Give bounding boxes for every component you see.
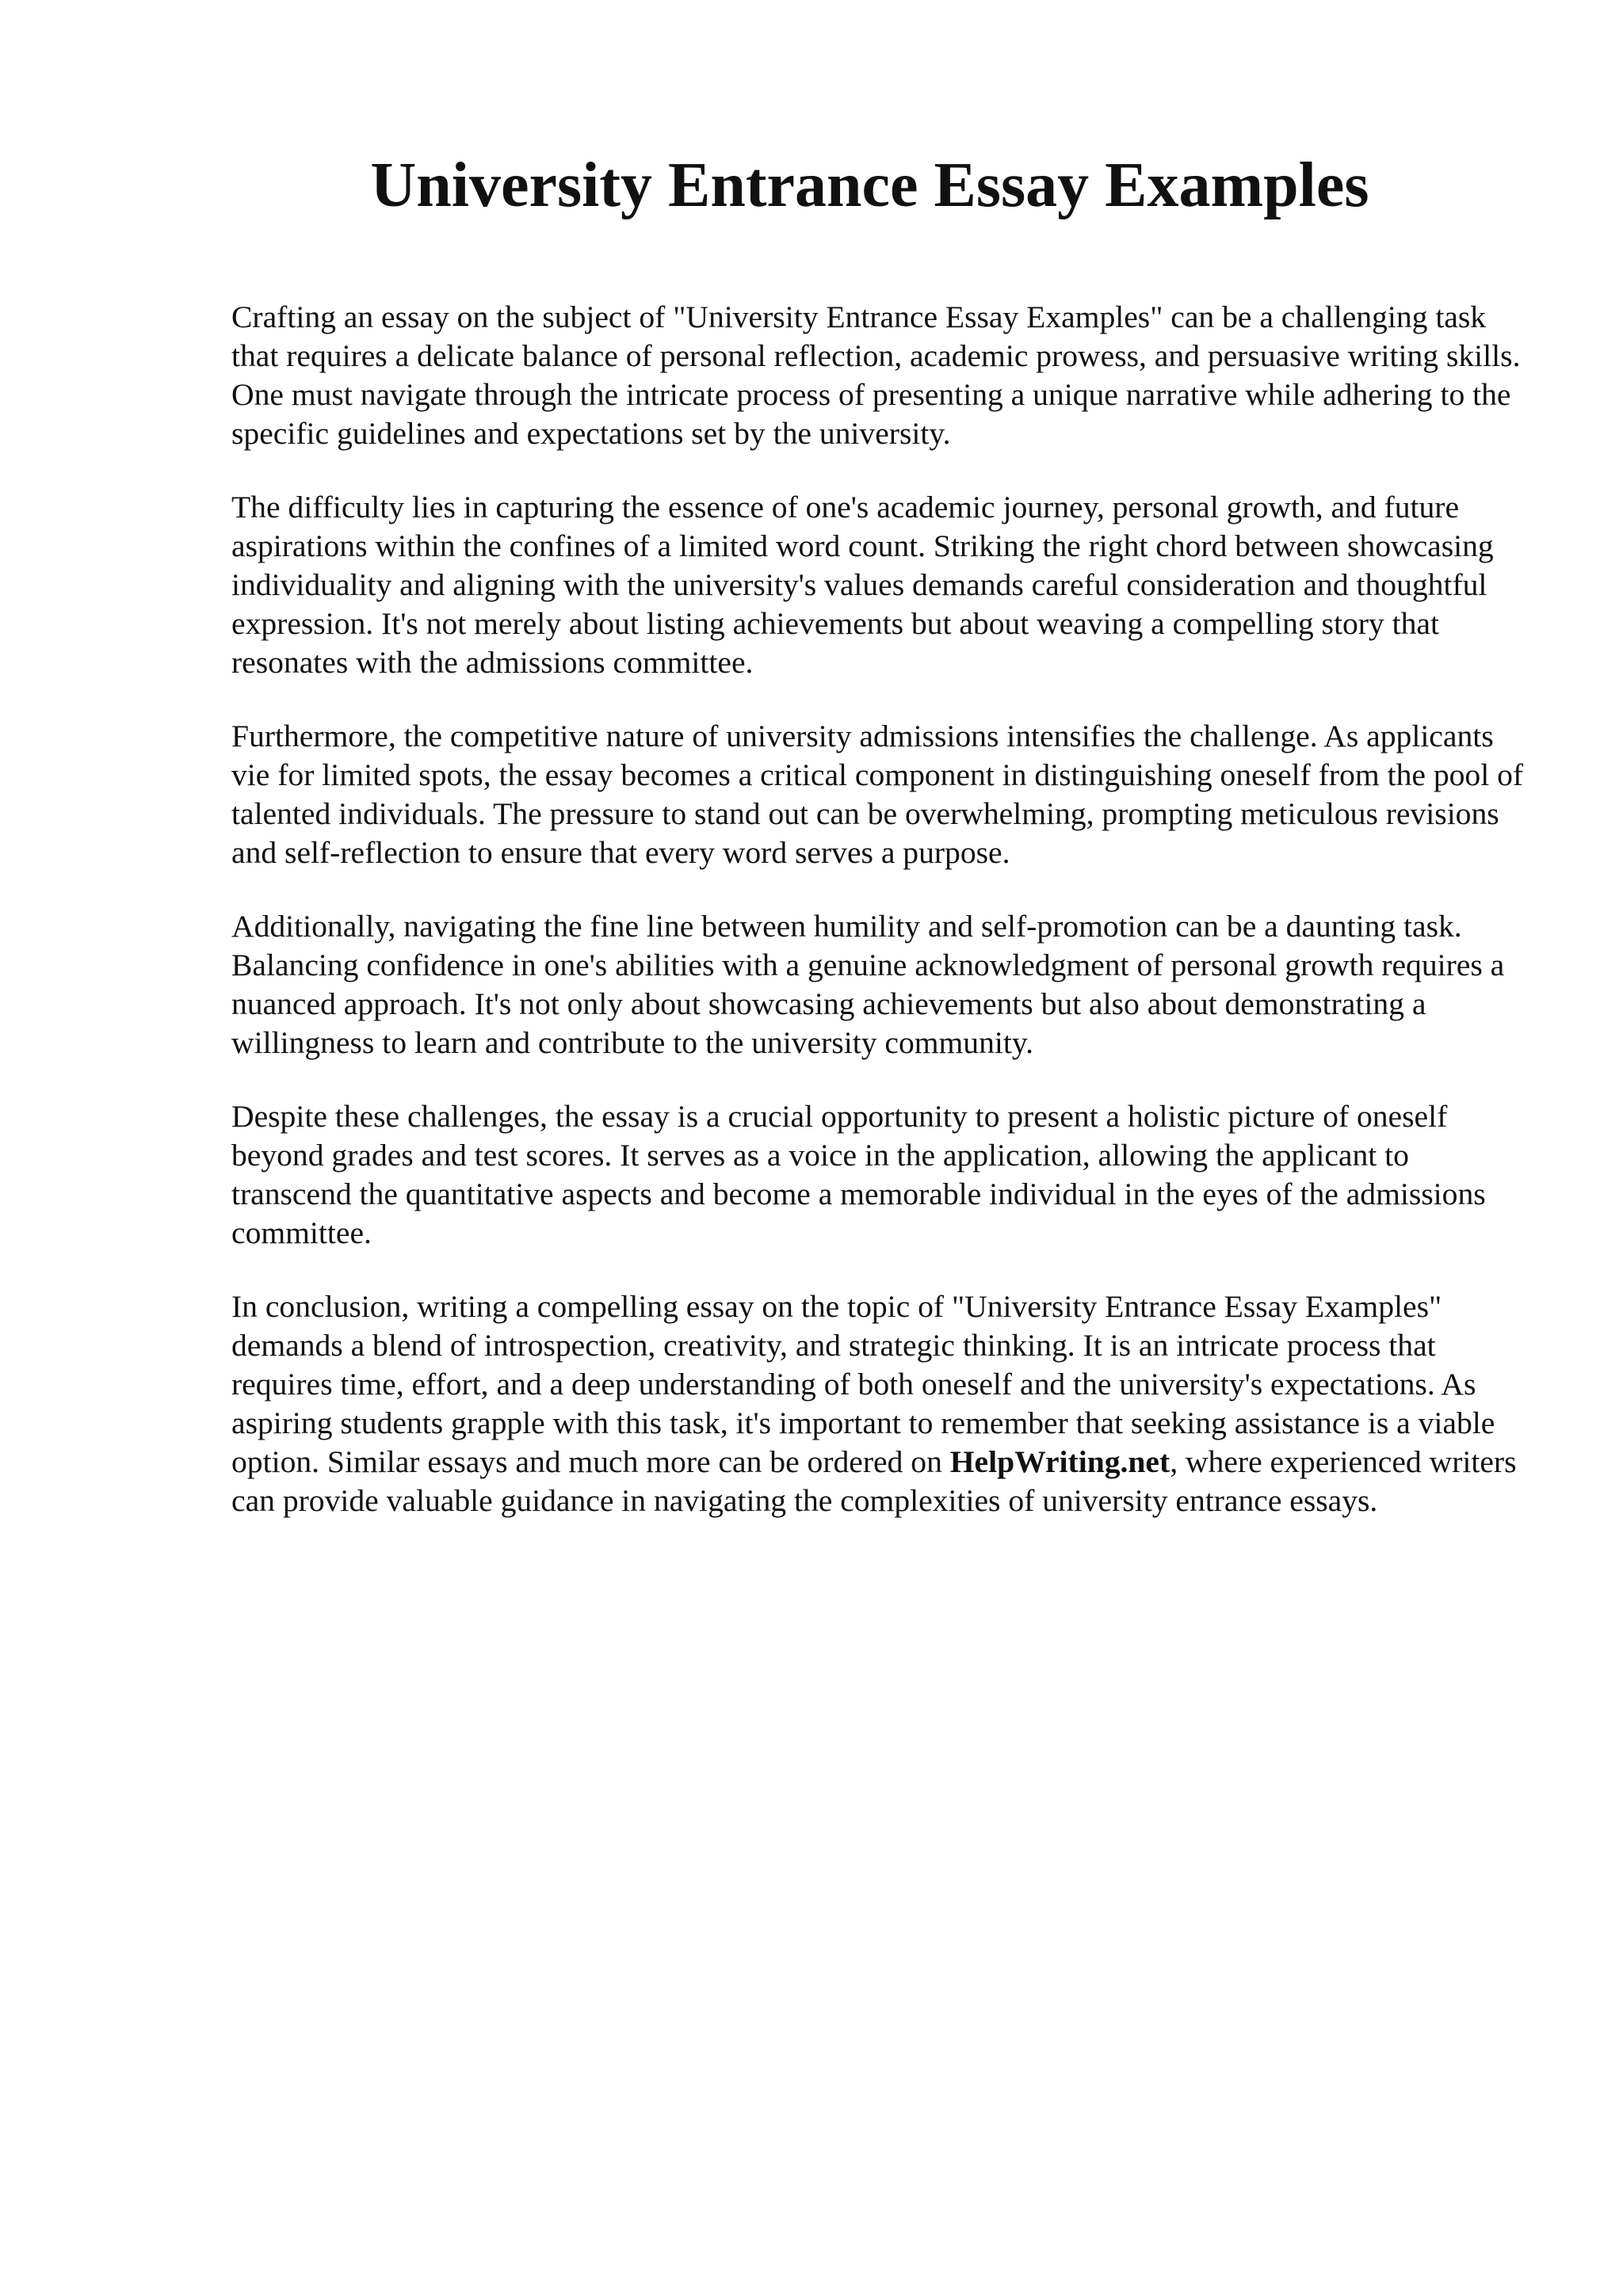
conclusion-text-start: In conclusion, writing a compelling essay on the topic of "University Entrance Essay Examples" demands a blend of introspection, creativity, and strategic thinking. It is an intricate process that requires time, effort, and a deep understanding of both oneself and the university's expectations. As aspiring students grapple with this task, it's important to remember that seeking assistance is a viable option. Similar essays and much more can be ordered on xyxy=(231,1289,1495,1479)
helpwriting-brand-text: HelpWriting.net xyxy=(949,1444,1170,1479)
paragraph-1: Crafting an essay on the subject of "University Entrance Essay Examples" can be a challenging task that requires a delicate balance of personal reflection, academic prowess, and persuasive writing skills. One must navigate through the intricate process of presenting a unique narrative while adhering to the specific guidelines and expectations set by the university. xyxy=(231,299,1521,451)
paragraph-4: Additionally, navigating the fine line between humility and self-promotion can be a daunting task. Balancing confidence in one's abilities with a genuine acknowledgment of personal growth requires a nuanced approach. It's not only about showcasing achievements but also about demonstrating a willingness to learn and contribute to the university community. xyxy=(231,909,1505,1060)
document-body xyxy=(231,298,1531,1555)
conclusion-paragraph xyxy=(231,1287,1531,1520)
document-title: University Entrance Essay Examples xyxy=(370,151,1369,220)
paragraph-3: Furthermore, the competitive nature of university admissions intensifies the challenge. As applicants vie for limited spots, the essay becomes a critical component in distinguishing oneself from the pool of talented individuals. The pressure to stand out can be overwhelming, prompting meticulous revisions and self-reflection to ensure that every word serves a purpose. xyxy=(231,719,1524,870)
paragraph-5: Despite these challenges, the essay is a crucial opportunity to present a holistic picture of oneself beyond grades and test scores. It serves as a voice in the application, allowing the applicant to transcend the quantitative aspects and become a memorable individual in the eyes of the admissions committee. xyxy=(231,1099,1486,1250)
conclusion-text-end: , where experienced writers can provide valuable guidance in navigating the complexities of university entrance essays. xyxy=(231,1444,1517,1518)
paragraph-2: The difficulty lies in capturing the essence of one's academic journey, personal growth, and future aspirations within the confines of a limited word count. Striking the right chord between showcasing individuality and aligning with the university's values demands careful consideration and thoughtful expression. It's not merely about listing achievements but about weaving a compelling story that resonates with the admissions committee. xyxy=(231,490,1494,680)
